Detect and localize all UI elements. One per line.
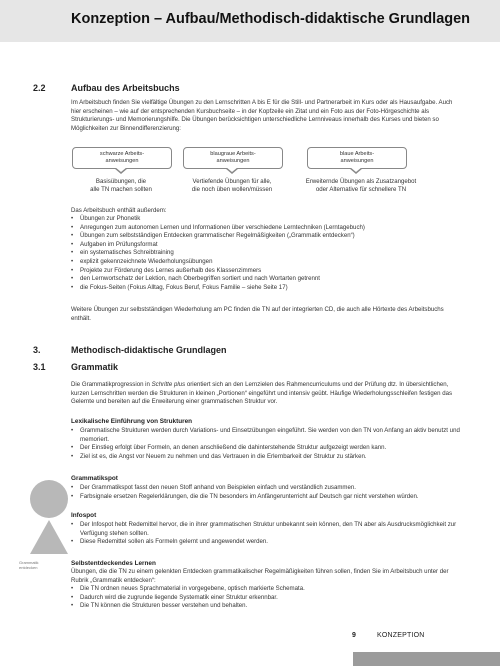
- self-discovery-intro: Übungen, die die TN zu einem gelenkten Entdecken grammatikalischer Regelmäßigkeiten führen sollen, finden Sie im Arbeitsbuch unter der Rubrik „Grammatik entdecken“:: [71, 568, 449, 584]
- list-item: • den Lernwortschatz der Lektion, nach Oberbegriffen sortiert und nach Wortarten getrennt: [71, 275, 461, 284]
- box-black-instructions: [72, 147, 172, 169]
- footer-bar: [353, 652, 500, 666]
- box-bluegrey-description: Vertiefende Übungen für alle, die noch üben wollen/müssen: [191, 178, 273, 194]
- section-title-2-2: Aufbau des Arbeitsbuchs: [71, 83, 180, 93]
- box-black-arrow: [114, 168, 128, 174]
- list-item: • Projekte zur Förderung des Lernes außerhalb des Klassenzimmers: [71, 267, 461, 276]
- box-blue-label: blaue Arbeits- anweisungen: [339, 151, 375, 164]
- list-item: • Anregungen zum autonomen Lernen und Informationen über verschiedene Lerntechniken (Lerntagebuch): [71, 224, 461, 233]
- intro-text-end: orientiert sich an den Lernzielen des Rahmencurriculums und der Prüfung dtz. In übersichtlichen, kurzen Lernschritten werden die Strukturen in kleinen „Portionen“ eingeführt und intensiv geübt. Häufige Wiederholungsschleifen festigen das Gelernte und bereiten auf die Erweiterung einer grammatischen Struktur vor.: [71, 381, 453, 406]
- box-black-label: schwarze Arbeits- anweisungen: [99, 151, 145, 164]
- list-item: • Farbsignale ersetzen Regelerklärungen, die die TN besonders im Anfängerunterricht auf Deutsch gar nicht verstehen würden.: [71, 493, 462, 502]
- list-item: • Dadurch wird die zugrunde liegende Systematik einer Struktur erkennbar.: [71, 594, 462, 603]
- footer-label: KONZEPTION: [377, 632, 425, 639]
- page-header-title: Konzeption – Aufbau/Methodisch-didaktische Grundlagen: [71, 11, 471, 27]
- section-2-2-outro: Weitere Übungen zur selbstständigen Wiederholung am PC finden die TN auf der integrierten CD, die auch alle Hörtexte des Arbeitsbuchs enthält.: [71, 306, 444, 322]
- list-item: • Der Infospot hebt Redemittel hervor, die in ihrer grammatischen Struktur unbekannt sein können, den TN aber als Ausdrucksmöglichkeit zur Verfügung stehen sollten.: [71, 521, 462, 538]
- subheading-grammatikspot: Grammatikspot: [71, 475, 118, 482]
- page-header-band: [0, 0, 500, 42]
- infospot-list: [71, 521, 462, 547]
- box-blue-instructions: [307, 147, 407, 169]
- list-item: • Ziel ist es, die Angst vor Neuem zu nehmen und das Vertrauen in die Erlernbarkeit der Struktur zu stärken.: [71, 453, 462, 462]
- section-2-2-intro: Im Arbeitsbuch finden Sie vielfältige Übungen zu den Lernschritten A bis E für die Still- und Partnerarbeit im Kurs oder als Hausaufgabe. Auch hier erscheinen – wie auf der entsprechenden Kursbuchseite – in der Kopfzeile ein Zitat und ein Foto aus der Foto-Hörgeschichte als Strukturierungs- und Memorierungshilfe. Die Übungen berücksichtigen unterschiedliche Lernniveaus innerhalb des Kurses und bieten so Möglichkeiten zur Binnendifferenzierung:: [71, 99, 453, 132]
- list-item: • Aufgaben im Prüfungsformat: [71, 241, 461, 250]
- subheading-lexical: Lexikalische Einführung von Strukturen: [71, 418, 193, 425]
- box-bluegrey-label: blaugraue Arbeits- anweisungen: [210, 151, 256, 164]
- list-item: • Die TN können die Strukturen besser verstehen und behalten.: [71, 602, 462, 611]
- section-number-3: 3.: [33, 345, 41, 355]
- list-item: • Der Einstieg erfolgt über Formeln, an denen anschließend die dahinterstehende Struktur aufgezeigt werden kann.: [71, 444, 462, 453]
- page-number: 9: [352, 632, 356, 639]
- list-item: • Grammatische Strukturen werden durch Variations- und Einsetzübungen eingeführt. Sie werden von den TN von Anfang an aktiv benutzt und memoriert.: [71, 427, 462, 444]
- list-item: • die Fokus-Seiten (Fokus Alltag, Fokus Beruf, Fokus Familie – siehe Seite 17): [71, 284, 461, 293]
- list-intro: Das Arbeitsbuch enthält außerdem:: [71, 207, 167, 214]
- infospot-triangle-icon: [30, 520, 68, 554]
- section-title-3: Methodisch-didaktische Grundlagen: [71, 345, 227, 355]
- margin-note: Grammatik entdecken: [19, 560, 39, 570]
- subheading-self-discovery: Selbstentdeckendes Lernen: [71, 560, 156, 567]
- box-bluegrey-arrow: [225, 168, 239, 174]
- list-item: • Der Grammatikspot fasst den neuen Stoff anhand von Beispielen einfach und verständlich zusammen.: [71, 484, 462, 493]
- subheading-infospot: Infospot: [71, 512, 97, 519]
- section-title-3-1: Grammatik: [71, 362, 119, 372]
- box-black-description: Basisübungen, die alle TN machen sollten: [90, 178, 152, 194]
- section-number-3-1: 3.1: [33, 362, 46, 372]
- box-blue-description: Erweiternde Übungen als Zusatzangebot oder Alternative für schnellere TN: [305, 178, 417, 194]
- box-blue-arrow: [349, 168, 363, 174]
- section-3-1-intro: [71, 381, 462, 407]
- list-item: • explizit gekennzeichnete Wiederholungsübungen: [71, 258, 461, 267]
- self-discovery-list: [71, 585, 462, 611]
- lexical-list: [71, 427, 462, 461]
- grammatikspot-list: [71, 484, 462, 501]
- box-bluegrey-instructions: [183, 147, 283, 169]
- workbook-contents-list: [71, 215, 461, 292]
- grammatikspot-circle-icon: [30, 480, 68, 518]
- list-item: • Diese Redemittel sollen als Formeln gelernt und angewendet werden.: [71, 538, 462, 547]
- section-number-2-2: 2.2: [33, 83, 46, 93]
- list-item: • Die TN ordnen neues Sprachmaterial in vorgegebene, optisch markierte Schemata.: [71, 585, 462, 594]
- intro-text-start: Die Grammatikprogression in: [71, 381, 152, 388]
- intro-text-italic: Schritte plus: [151, 381, 186, 388]
- list-item: • ein systematisches Schreibtraining: [71, 249, 461, 258]
- list-item: • Übungen zum selbstständigen Entdecken grammatischer Regelmäßigkeiten („Grammatik entdecken“): [71, 232, 461, 241]
- list-item: • Übungen zur Phonetik: [71, 215, 461, 224]
